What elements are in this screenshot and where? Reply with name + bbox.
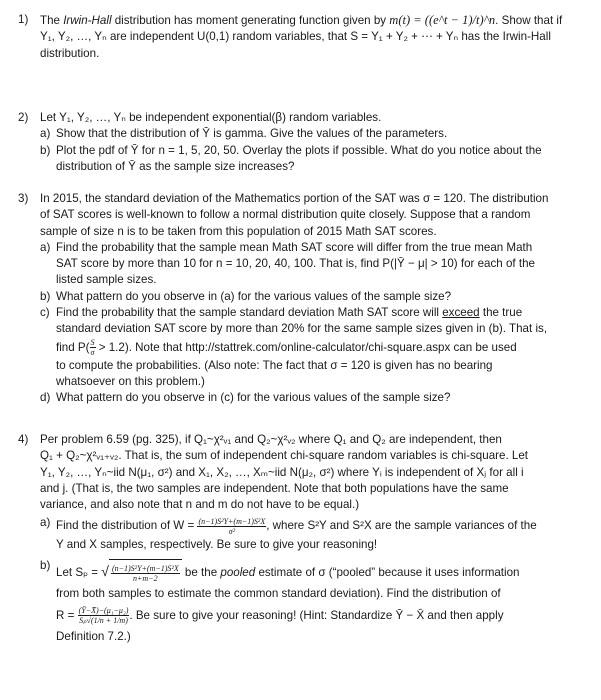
- part-label: b): [40, 143, 51, 157]
- part-text-line-1: Find the distribution of W = $\frac{\text{(n−1)S²Y+(m−1)S²X}}{\text{σ²}}$ , where S²Y and S²X are the sample variances of the: [56, 516, 537, 536]
- part-text-line-3: listed sample sizes.: [56, 273, 157, 287]
- part-label: a): [40, 127, 51, 141]
- part-text-line-2: SAT score by more than 10 for n = 10, 20, 40, 100. That is, find P(|Ȳ − μ| > 10) for each of the: [56, 257, 535, 271]
- part-text-line-1: Find the probability that the sample mean Math SAT score will differ from the true mean Math: [56, 240, 533, 254]
- problem-number: 2): [18, 111, 29, 124]
- part-3c: [40, 305, 590, 390]
- part-2a: [40, 126, 590, 142]
- part-3d: [40, 390, 590, 406]
- part-text-line-1: Find the probability that the sample standard deviation Math SAT score will exceed the true: [56, 306, 523, 320]
- problem-3-intro-2: of SAT scores is well-known to follow a normal distribution quite closely. Suppose that a random: [40, 208, 531, 222]
- problem-1: [18, 12, 590, 62]
- problem-1-line-2: Y₁, Y₂, …, Yₙ are independent U(0,1) random variables, that S = Y₁ + Y₂ + ⋯ + Yₙ has the Irwin-Hall: [40, 30, 551, 44]
- pooled-emphasis: pooled: [220, 565, 256, 579]
- problem-2-intro: Let Y₁, Y₂, …, Yₙ be independent exponential(β) random variables.: [40, 111, 382, 124]
- problem-number: 4): [18, 433, 29, 446]
- part-text: What pattern do you observe in (c) for the various values of the sample size?: [56, 391, 451, 405]
- part-text-line-1: Plot the pdf of Ȳ for n = 1, 5, 20, 50. Overlay the plots if possible. What do you notice about the: [56, 143, 542, 157]
- problem-4: [18, 432, 590, 645]
- part-text-line-2: from both samples to estimate the common standard deviation). Find the distribution of: [56, 587, 501, 601]
- part-4b: [40, 558, 590, 645]
- part-text-line-3: R = $\frac{\text{(Ȳ−X̄)−(μ₁−μ₂)}}{\text{Sₚ√(1/n + 1/m)}}$ . Be sure to give your reasoning! (Hint: Standardize Ȳ − X̄ and then apply: [56, 605, 504, 625]
- part-label: a): [40, 240, 51, 254]
- problem-4-line-5: variance, and also note that n and m do not have to be equal.): [40, 498, 360, 512]
- problem-1-line-3: distribution.: [40, 46, 100, 60]
- part-label: b): [40, 558, 51, 572]
- part-label: b): [40, 289, 51, 303]
- w-fraction: $\frac{\text{(n−1)S²Y+(m−1)S²X}}{\text{σ²}}$: [198, 516, 266, 536]
- part-text-line-1: Let Sₚ = √ $\frac{\text{(n−1)S²Y+(m−1)S²X}}{n+m-2}$ be the pooled estimate of σ (“pooled” because it uses information: [56, 558, 590, 586]
- problem-4-line-4: and j. (That is, the two samples are independent. Note that both populations have the same: [40, 481, 509, 495]
- part-label: d): [40, 391, 51, 405]
- part-text-line-4: to compute the probabilities. (Also note: The fact that σ = 120 is given has no bearing: [56, 358, 493, 372]
- part-text-line-2: distribution of Ȳ as the sample size increases?: [56, 159, 295, 173]
- part-label: a): [40, 516, 51, 530]
- part-3b: [40, 289, 590, 305]
- mgf-formula: m(t) = ((e^t − 1)/t)^n: [389, 13, 496, 27]
- problem-number: 1): [18, 13, 29, 26]
- emphasis-exceed: exceed: [442, 306, 480, 320]
- part-text: Show that the distribution of Ȳ is gamma. Give the values of the parameters.: [56, 127, 448, 141]
- problem-3-intro-3: sample of size n is to be taken from this population of 2015 Math SAT scores.: [40, 224, 437, 238]
- problem-4-line-2: Q₁ + Q₂~χ²ᵥ₁₊ᵥ₂. That is, the sum of independent chi-square random variables is chi-square. Let: [40, 449, 529, 463]
- part-text-line-5: whatsoever on this problem.): [56, 374, 205, 388]
- problem-1-line-1: The Irwin-Hall distribution has moment generating function given by m(t) = ((e^t − 1)/t)^n. Show that if: [40, 13, 563, 27]
- part-label: c): [40, 306, 50, 320]
- pooled-sd-sqrt: $\frac{\text{(n−1)S²Y+(m−1)S²X}}{n+m-2}$: [109, 559, 182, 586]
- problem-2: [18, 110, 590, 175]
- part-text-line-2: Y and X samples, respectively. Be sure to give your reasoning!: [56, 538, 378, 552]
- s-over-sigma-fraction: $\frac{S}{\sigma}$: [90, 338, 95, 358]
- problem-3: [18, 191, 590, 407]
- part-text: What pattern do you observe in (a) for the various values of the sample size?: [56, 289, 452, 303]
- distribution-name: Irwin-Hall: [63, 14, 112, 27]
- part-text-line-4: Definition 7.2.): [56, 629, 131, 643]
- problem-4-line-1: Per problem 6.59 (pg. 325), if Q₁~χ²ᵥ₁ and Q₂~χ²ᵥ₂ where Q₁ and Q₂ are independent, then: [40, 433, 502, 446]
- part-text-line-3: find P( $\frac{S}{\sigma}$ > 1.2). Note that http://stattrek.com/online-calculator/chi-square.aspx can be used: [56, 338, 517, 358]
- problem-4-line-3: Y₁, Y₂, …, Yₙ~iid N(μ₁, σ²) and X₁, X₂, …, Xₘ~iid N(μ₂, σ²) where Yᵢ is independent of Xⱼ for all i: [40, 465, 524, 479]
- part-4a: [40, 515, 590, 553]
- part-2b: [40, 143, 590, 176]
- problem-number: 3): [18, 192, 29, 205]
- part-3a: [40, 240, 590, 289]
- problem-3-intro-1: In 2015, the standard deviation of the Mathematics portion of the SAT was σ = 120. The distribution: [40, 192, 549, 205]
- r-fraction: $\frac{\text{(Ȳ−X̄)−(μ₁−μ₂)}}{\text{Sₚ√(1/n + 1/m)}}$: [78, 605, 129, 625]
- part-text-line-2: standard deviation SAT score by more than 20% for the same sample sizes given in (b). That is,: [56, 322, 548, 336]
